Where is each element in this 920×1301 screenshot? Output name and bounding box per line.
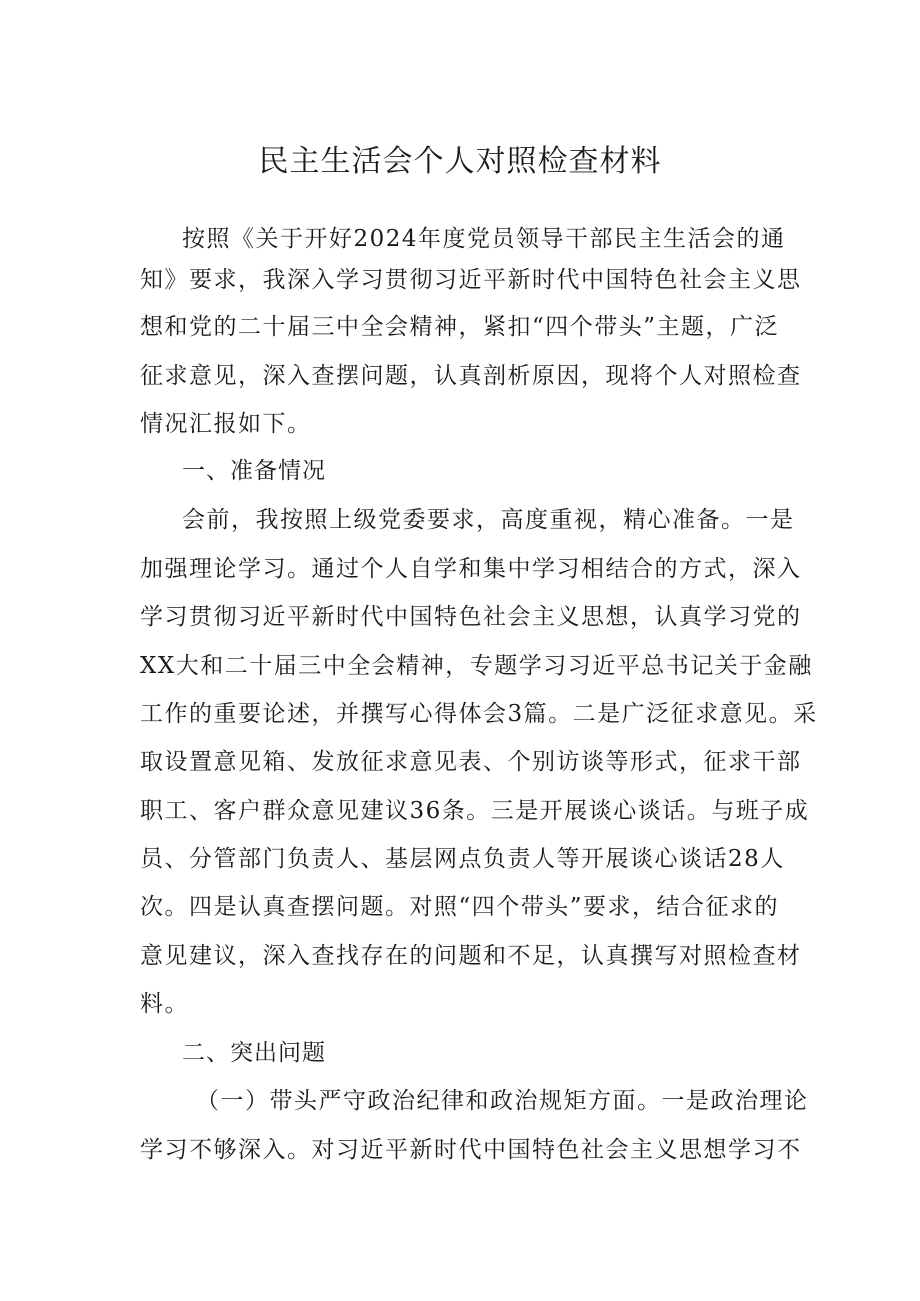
section1-line-9: 次。四是认真查摆问题。对照“四个带头”要求，结合征求的 xyxy=(140,894,780,920)
intro-line-5: 情况汇报如下。 xyxy=(140,411,312,437)
section1-line-1: 会前，我按照上级党委要求，高度重视，精心准备。一是 xyxy=(182,507,795,533)
section1-line-6: 取设置意见箱、发放征求意见表、个别访谈等形式，征求干部 xyxy=(140,749,802,775)
section1-line-4: XX大和二十届三中全会精神，专题学习习近平总书记关于金融 xyxy=(140,653,813,679)
section1-line-3: 学习贯彻习近平新时代中国特色社会主义思想，认真学习党的 xyxy=(140,604,802,630)
section1-line-7: 职工、客户群众意见建议36条。三是开展谈心谈话。与班子成 xyxy=(140,798,810,824)
document-title: 民主生活会个人对照检查材料 xyxy=(258,144,662,179)
section1-line-5: 工作的重要论述，并撰写心得体会3篇。二是广泛征求意见。采 xyxy=(140,701,818,727)
intro-line-2: 知》要求，我深入学习贯彻习近平新时代中国特色社会主义思 xyxy=(140,267,802,293)
section1-line-10: 意见建议，深入查找存在的问题和不足，认真撰写对照检查材 xyxy=(140,943,802,969)
intro-line-4: 征求意见，深入查摆问题，认真剖析原因，现将个人对照检查 xyxy=(140,363,802,389)
section2-heading: 二、突出问题 xyxy=(182,1040,326,1066)
section2-line-2: 学习不够深入。对习近平新时代中国特色社会主义思想学习不 xyxy=(140,1137,802,1163)
section1-line-2: 加强理论学习。通过个人自学和集中学习相结合的方式，深入 xyxy=(140,556,802,582)
section2-line-1: （一）带头严守政治纪律和政治规矩方面。一是政治理论 xyxy=(196,1088,809,1114)
section1-heading: 一、准备情况 xyxy=(182,458,326,484)
intro-line-1: 按照《关于开好2024年度党员领导干部民主生活会的通 xyxy=(182,226,786,252)
section1-line-11: 料。 xyxy=(140,991,189,1017)
intro-line-3: 想和党的二十届三中全会精神，紧扣“四个带头”主题，广泛 xyxy=(140,314,780,340)
section1-line-8: 员、分管部门负责人、基层网点负责人等开展谈心谈话28人 xyxy=(140,846,785,872)
